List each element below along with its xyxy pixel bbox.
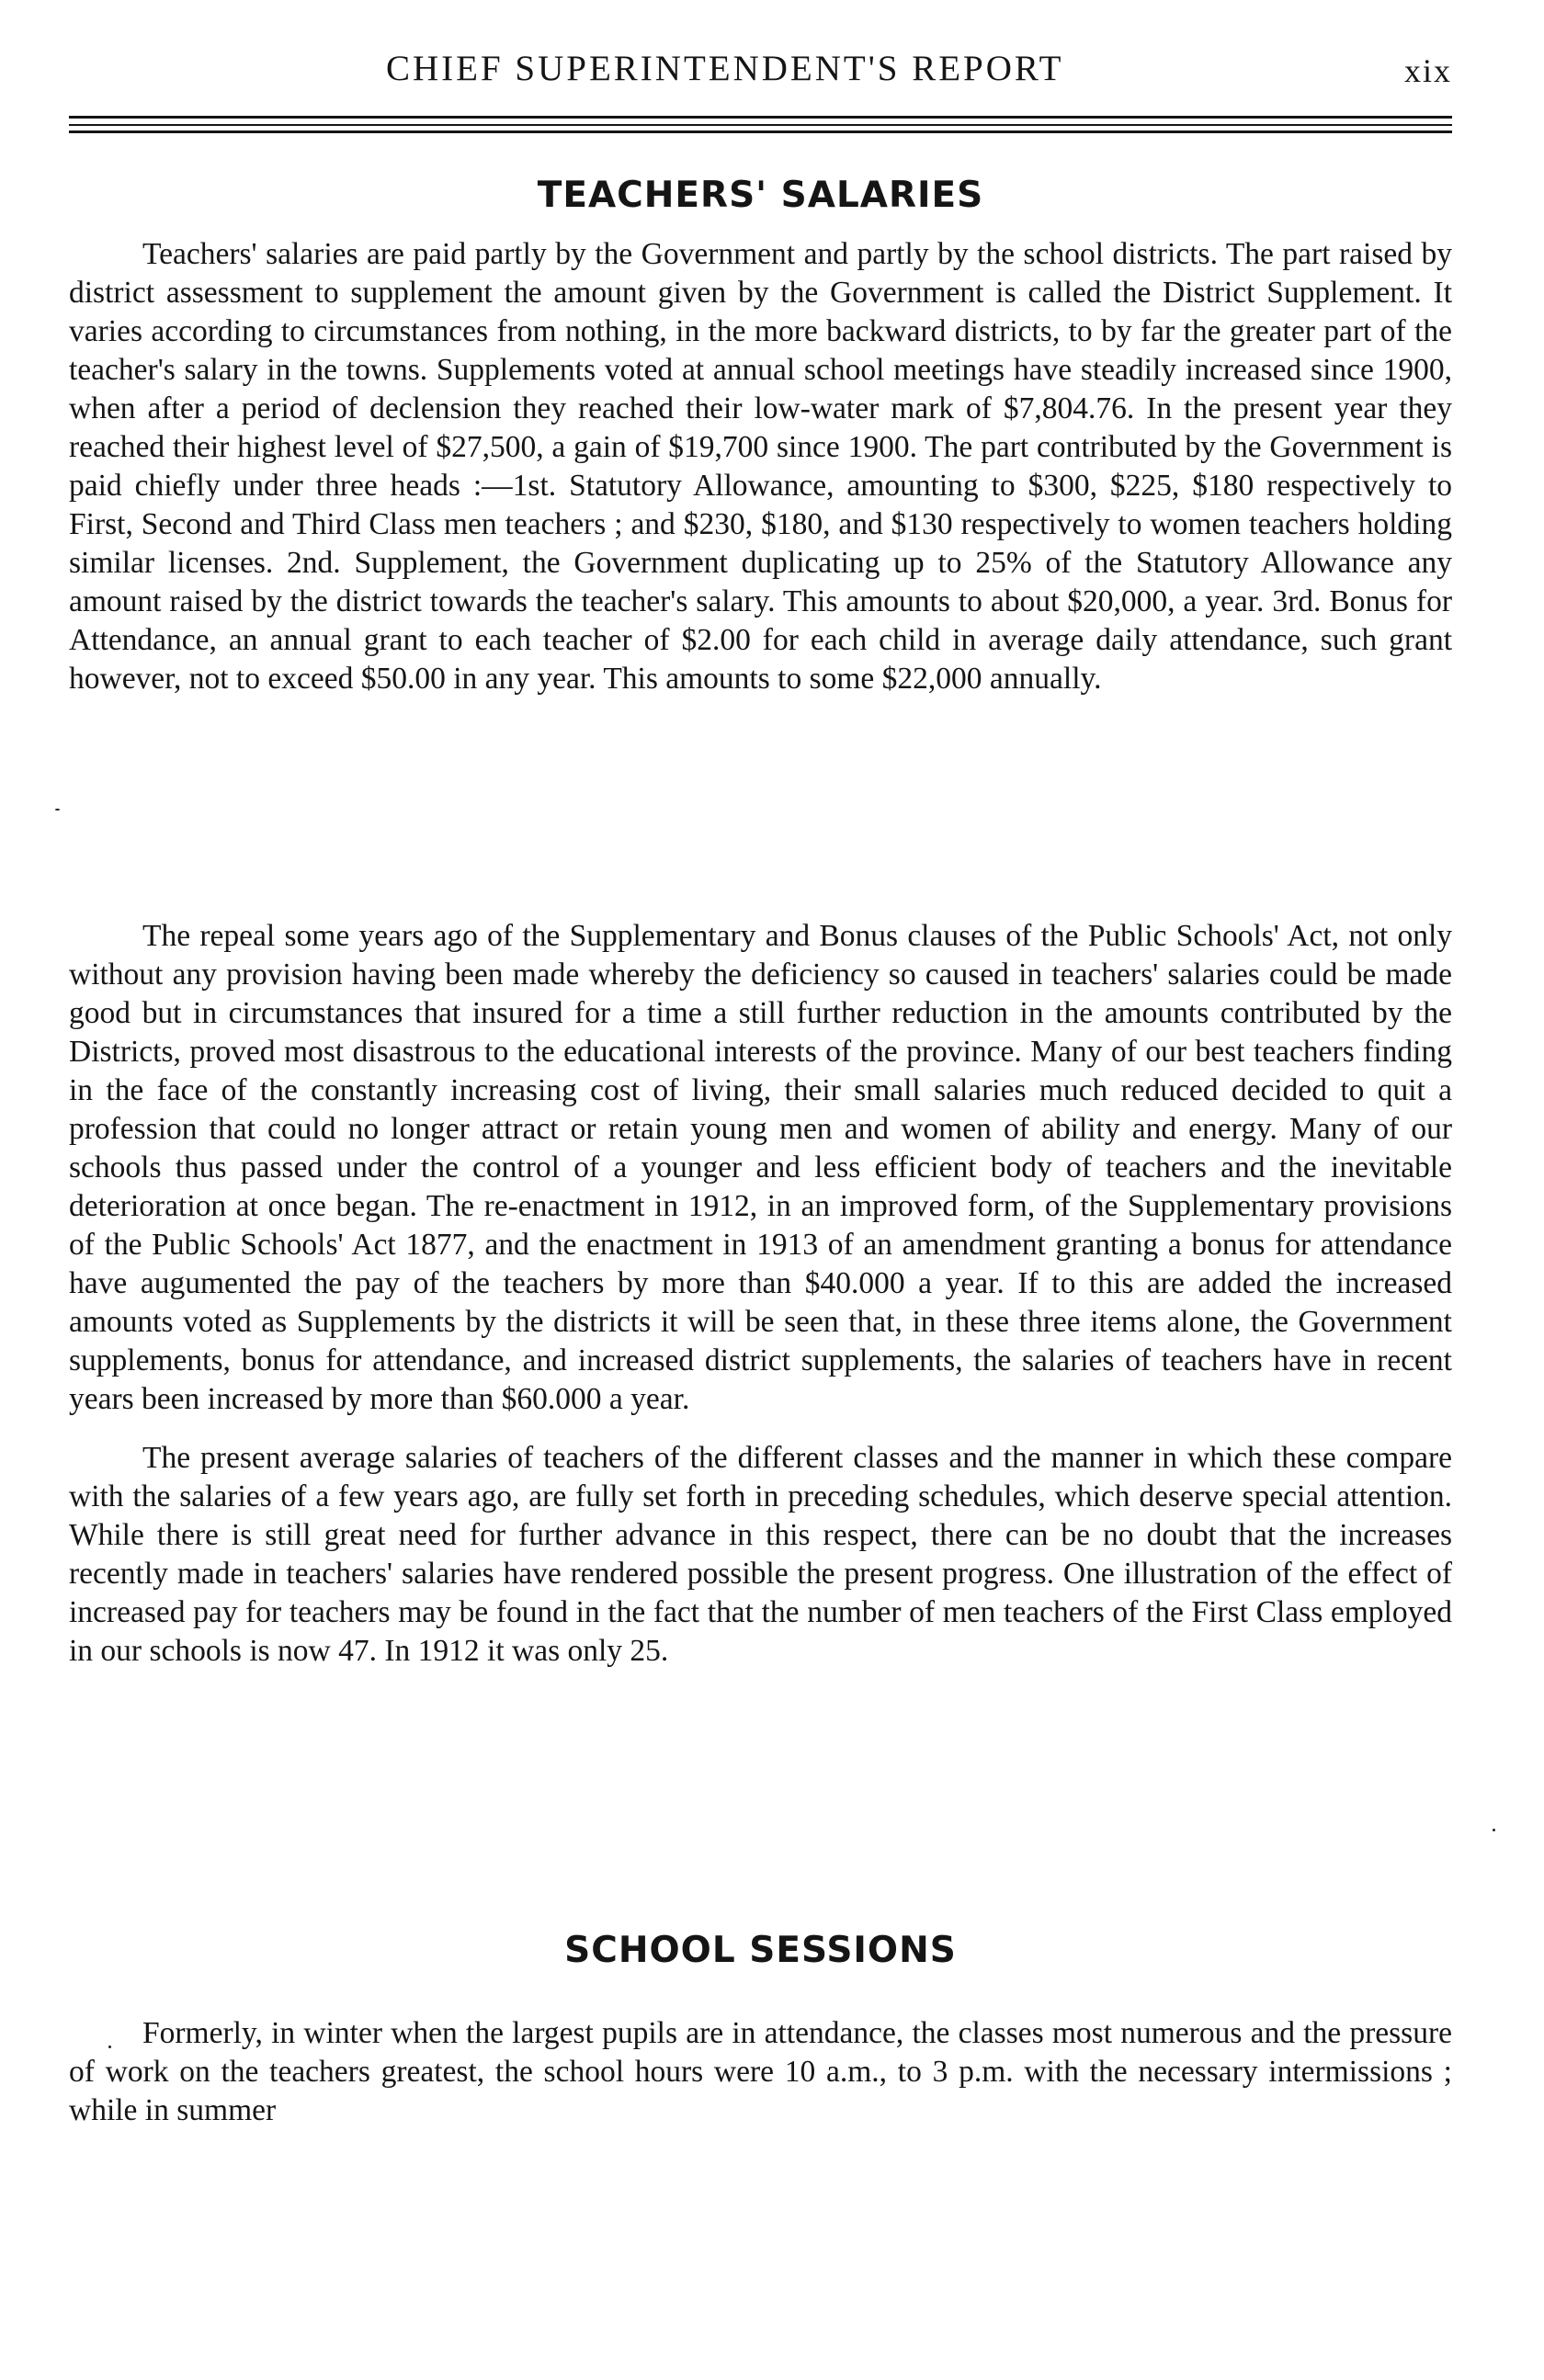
running-title: CHIEF SUPERINTENDENT'S REPORT — [386, 49, 1064, 88]
page-number: xix — [1403, 52, 1452, 89]
teachers-salaries-heading: TEACHERS' SALARIES — [537, 175, 984, 216]
sessions-paragraph-1: Formerly, in winter when the largest pupils are in attendance, the classes most numerous and the pressure of work on the teachers greatest, the school hours were 10 a.m., to 3 p.m. with the necessary intermissions ; while in summer — [69, 2016, 1452, 2127]
salaries-paragraph-3: The present average salaries of teachers of the different classes and the manner in which these compare with the salaries of a few years ago, are fully set forth in preceding schedules, which deserve special attention. While there is still great need for further advance in this respect, there can be no doubt that the increases recently made in teachers' salaries have rendered possible the present progress. One illustration of the effect of increased pay for teachers may be found in the fact that the number of men teachers of the First Class employed in our schools is now 47. In 1912 it was only 25. — [69, 1441, 1452, 1668]
print-speck — [108, 2046, 111, 2048]
print-speck — [55, 809, 60, 810]
school-sessions-heading: SCHOOL SESSIONS — [564, 1930, 957, 1971]
running-head — [69, 48, 1452, 94]
header-rule-bottom — [69, 130, 1452, 133]
salaries-paragraph-1: Teachers' salaries are paid partly by the Government and partly by the school districts. The part raised by district assessment to supplement the amount given by the Government is called the District Supplement. It varies according to circumstances from nothing, in the more backward districts, to by far the greater part of the teacher's salary in the towns. Supplements voted at annual school meetings have steadily increased since 1900, when after a period of declension they reached their low-water mark of $7,804.76. In the present year they reached their highest level of $27,500, a gain of $19,700 since 1900. The part contributed by the Government is paid chiefly under three heads :—1st. Statutory Allowance, amounting to $300, $225, $180 respectively to First, Second and Third Class men teachers ; and $230, $180, and $130 respectively to women teachers holding similar licenses. 2nd. Supplement, the Government duplicating up to 25% of the Statutory Allowance any amount raised by the district towards the teacher's salary. This amounts to about $20,000, a year. 3rd. Bonus for Attendance, an annual grant to each teacher of $2.00 for each child in average daily attendance, such grant however, not to exceed $50.00 in any year. This amounts to some $22,000 annually. — [69, 237, 1452, 696]
header-rule-top — [69, 116, 1452, 119]
print-speck — [1493, 1829, 1495, 1831]
header-rule-middle — [69, 124, 1452, 126]
salaries-paragraph-2: The repeal some years ago of the Supplementary and Bonus clauses of the Public Schools' Act, not only without any provision having been made whereby the deficiency so caused in teachers' salaries could be made good but in circumstances that insured for a time a still further reduction in the amounts contributed by the Districts, proved most disastrous to the educational interests of the province. Many of our best teachers finding in the face of the constantly increasing cost of living, their small salaries much reduced decided to quit a profession that could no longer attract or retain young men and women of ability and energy. Many of our schools thus passed under the control of a younger and less efficient body of teachers and the inevitable deterioration at once began. The re-enactment in 1912, in an improved form, of the Supplementary provisions of the Public Schools' Act 1877, and the enactment in 1913 of an amendment granting a bonus for attendance have augumented the pay of the teachers by more than $40.000 a year. If to this are added the increased amounts voted as Supplements by the districts it will be seen that, in these three items alone, the Government supplements, bonus for attendance, and increased district supplements, the salaries of teachers have in recent years been increased by more than $60.000 a year. — [69, 919, 1452, 1416]
